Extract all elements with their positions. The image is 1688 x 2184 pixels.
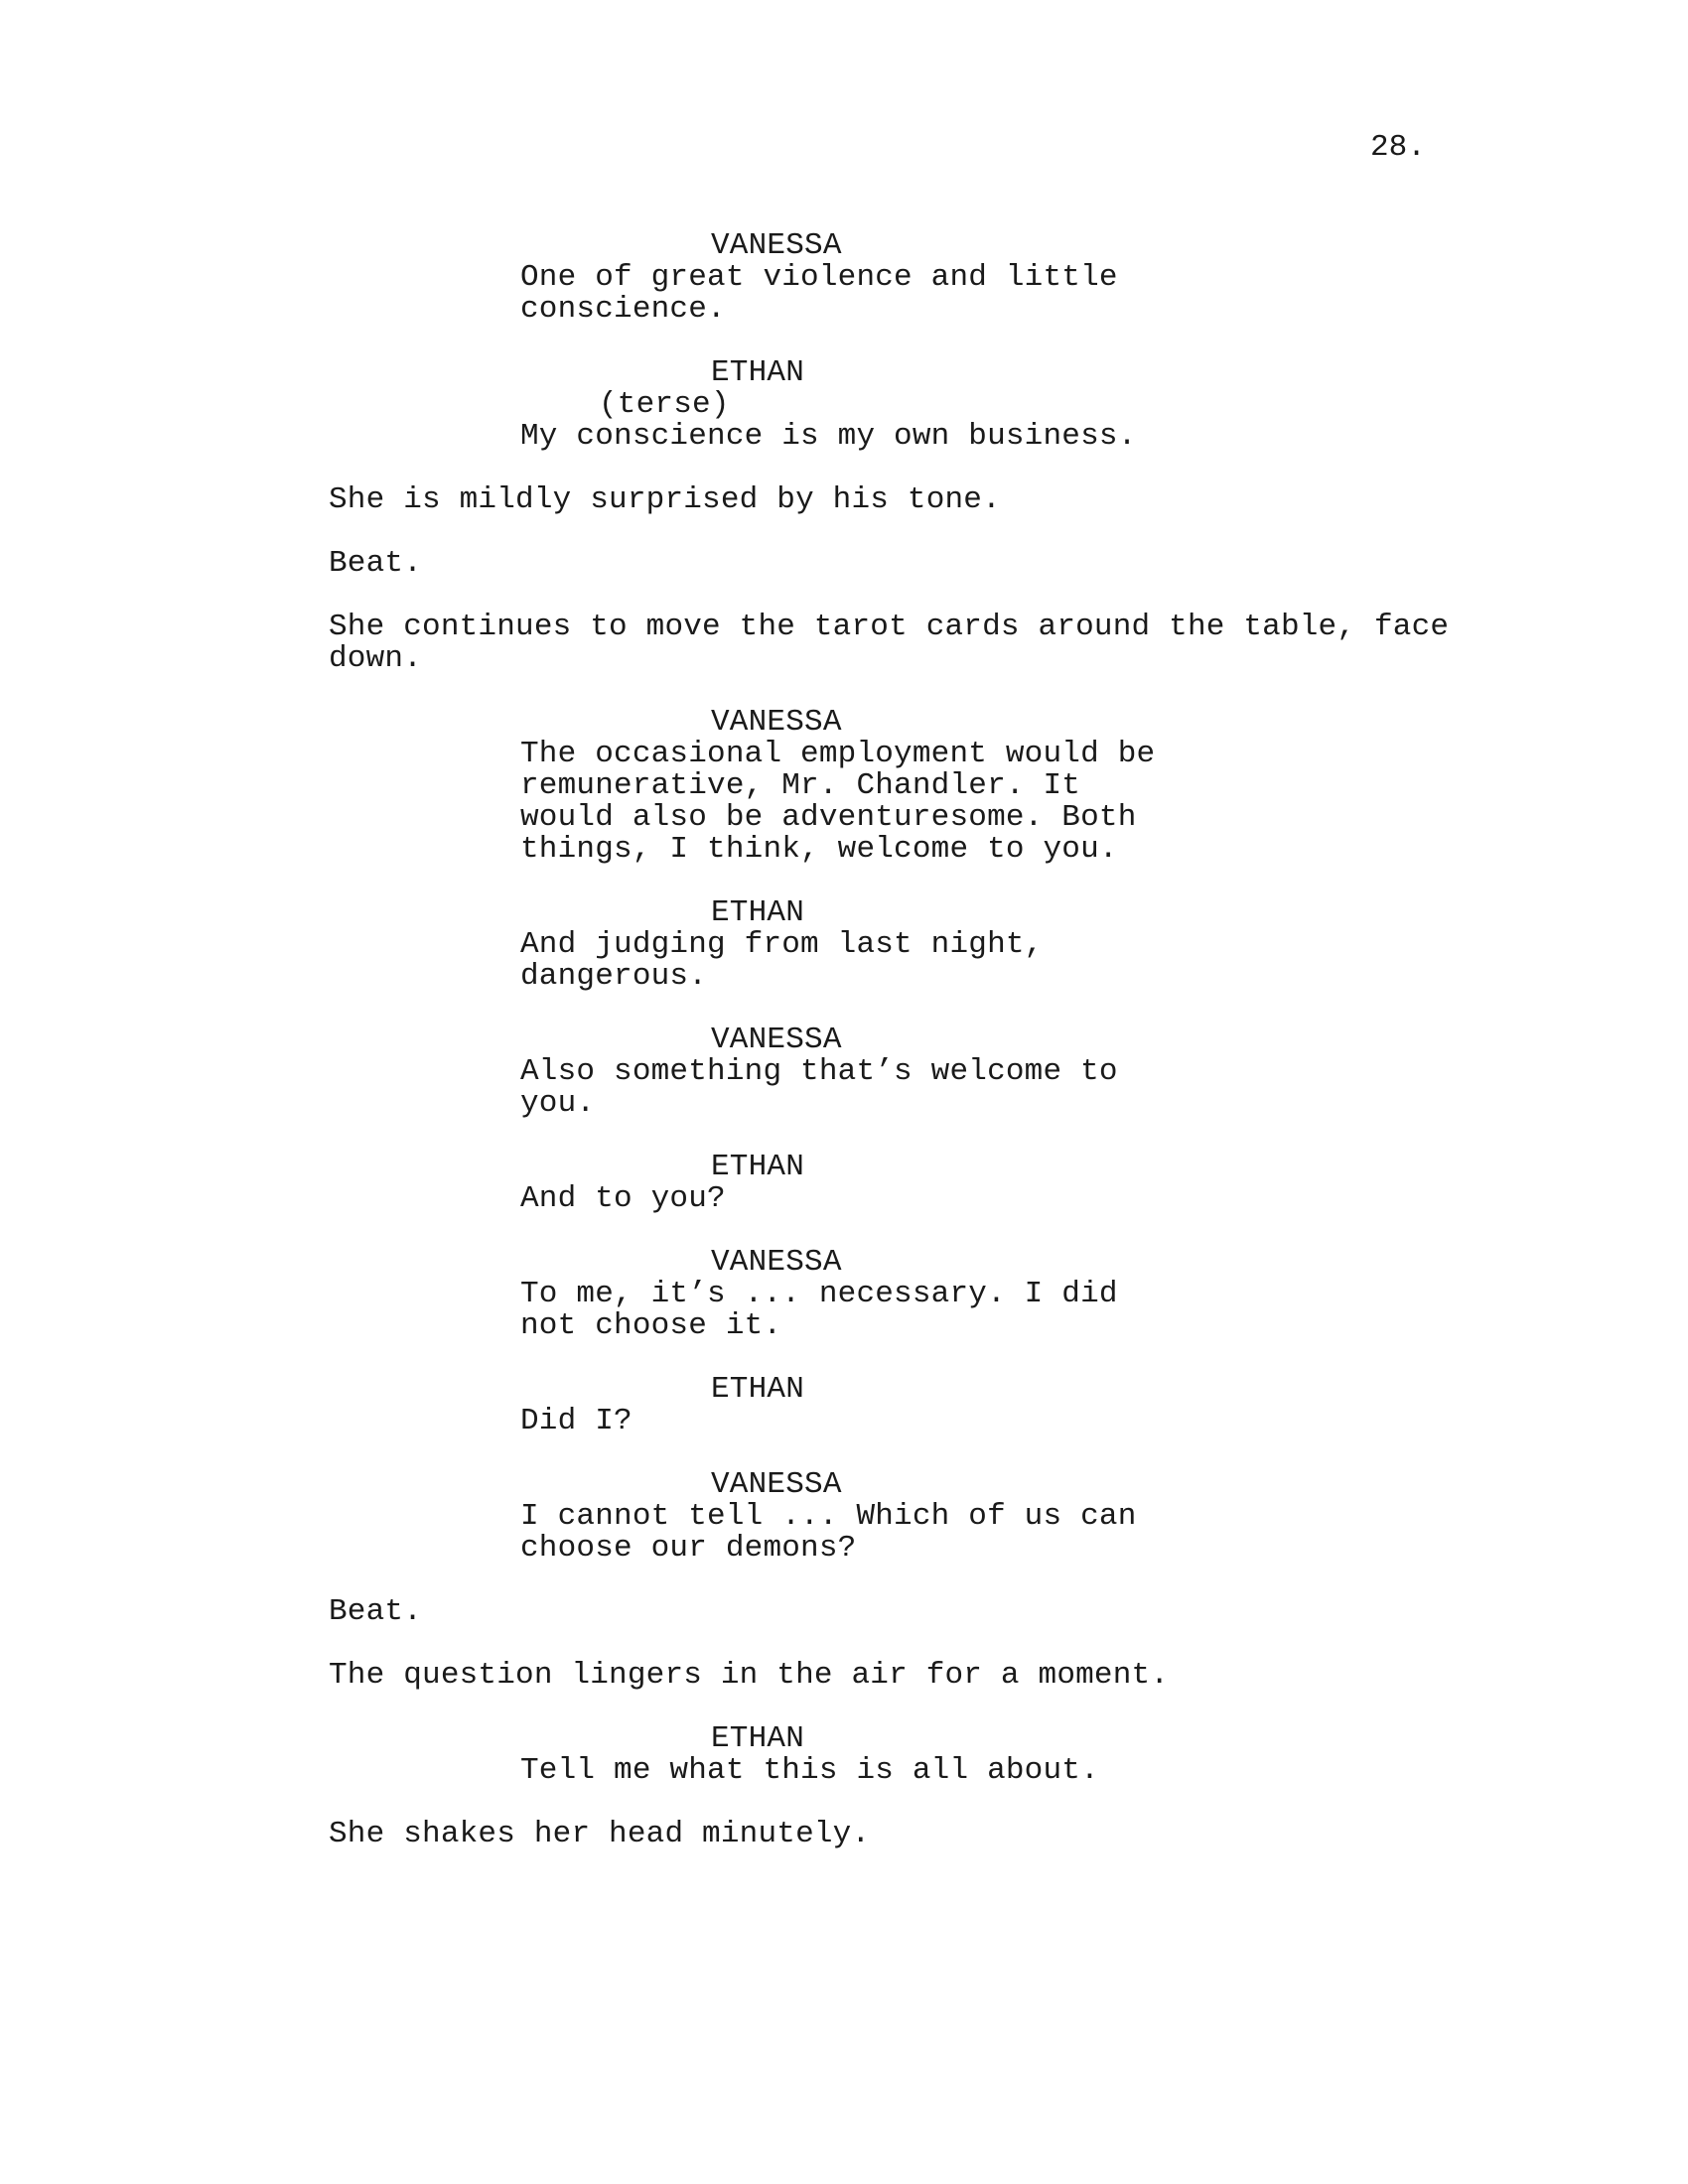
dialogue-line: Tell me what this is all about.	[520, 1753, 1099, 1788]
action-line: Beat.	[329, 1594, 423, 1629]
dialogue-line: things, I think, welcome to you.	[520, 832, 1118, 867]
page-number: 28.	[1370, 130, 1426, 165]
parenthetical: (terse)	[599, 387, 730, 422]
dialogue-line: dangerous.	[520, 959, 708, 994]
character-name: ETHAN	[711, 1150, 805, 1184]
action-line: She continues to move the tarot cards around the table, face	[329, 610, 1450, 644]
character-name: VANESSA	[711, 1467, 842, 1502]
dialogue-line: you.	[520, 1086, 596, 1121]
character-name: VANESSA	[711, 1023, 842, 1057]
character-name: VANESSA	[711, 705, 842, 740]
character-name: ETHAN	[711, 355, 805, 390]
dialogue-line: Also something that’s welcome to	[520, 1054, 1118, 1089]
character-name: VANESSA	[711, 1245, 842, 1280]
dialogue-line: And to you?	[520, 1181, 726, 1216]
dialogue-line: I cannot tell ... Which of us can	[520, 1499, 1137, 1534]
dialogue-line: The occasional employment would be	[520, 737, 1156, 771]
dialogue-line: would also be adventuresome. Both	[520, 800, 1137, 835]
dialogue-line: conscience.	[520, 292, 726, 327]
character-name: ETHAN	[711, 1372, 805, 1407]
action-line: She shakes her head minutely.	[329, 1817, 871, 1851]
action-line: She is mildly surprised by his tone.	[329, 482, 1001, 517]
character-name: ETHAN	[711, 1721, 805, 1756]
dialogue-line: not choose it.	[520, 1308, 782, 1343]
dialogue-line: My conscience is my own business.	[520, 419, 1137, 454]
dialogue-line: remunerative, Mr. Chandler. It	[520, 768, 1081, 803]
dialogue-line: Did I?	[520, 1404, 633, 1438]
dialogue-line: choose our demons?	[520, 1531, 857, 1566]
action-line: down.	[329, 641, 423, 676]
character-name: VANESSA	[711, 228, 842, 263]
action-line: The question lingers in the air for a moment.	[329, 1658, 1170, 1693]
dialogue-line: To me, it’s ... necessary. I did	[520, 1277, 1118, 1311]
dialogue-line: One of great violence and little	[520, 260, 1118, 295]
action-line: Beat.	[329, 546, 423, 581]
character-name: ETHAN	[711, 895, 805, 930]
dialogue-line: And judging from last night,	[520, 927, 1044, 962]
